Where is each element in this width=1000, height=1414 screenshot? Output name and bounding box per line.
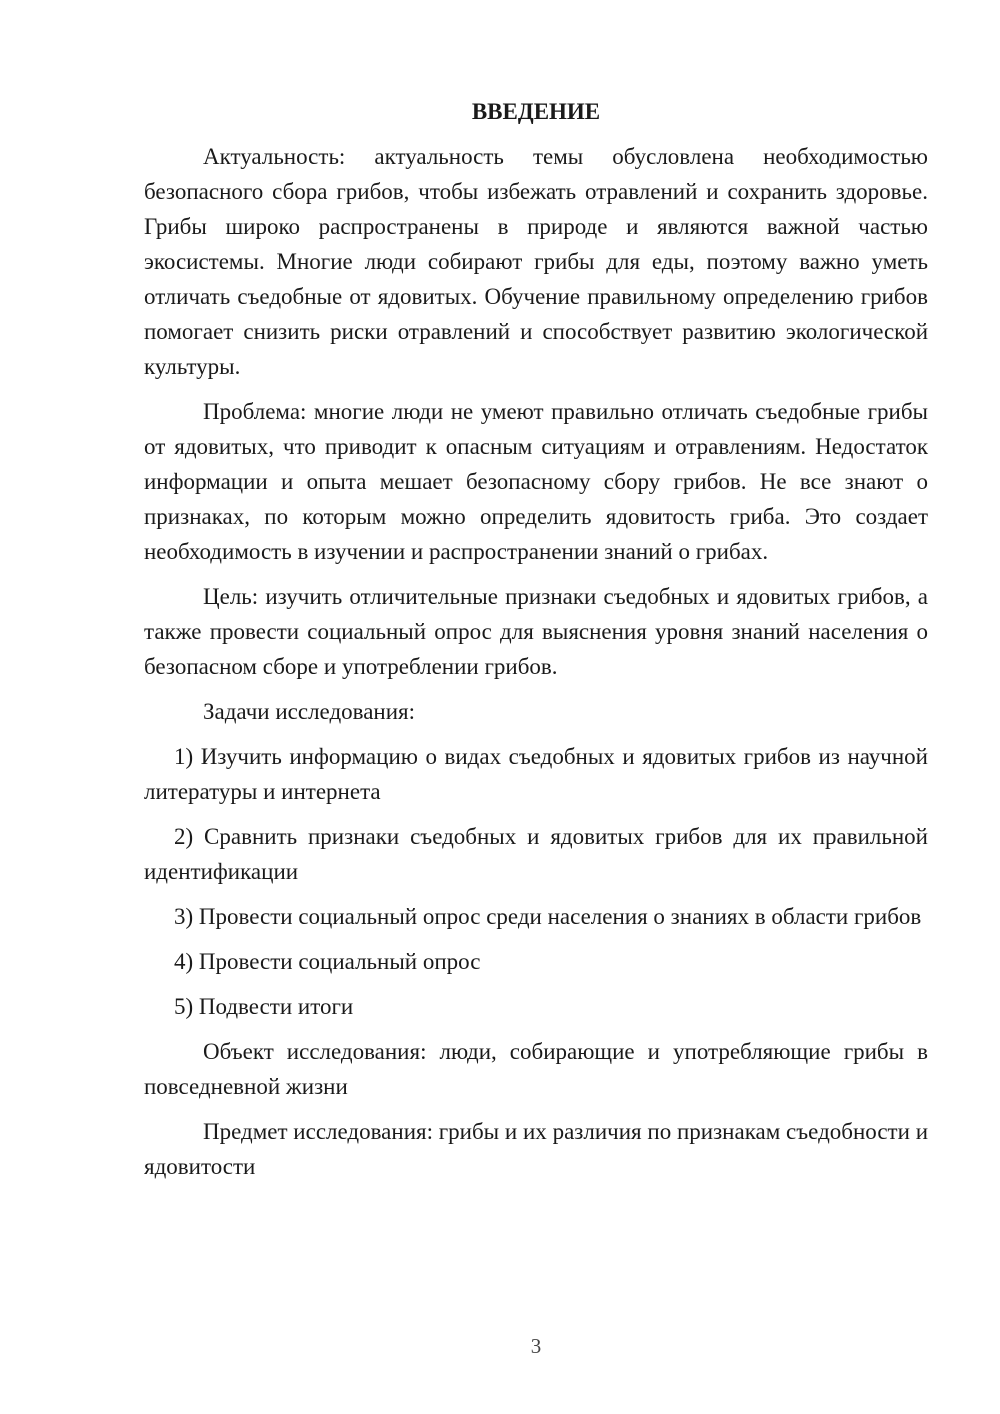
tasks-heading: Задачи исследования: xyxy=(203,699,416,724)
paragraph-goal: Цель: изучить отличительные признаки съедобных и ядовитых грибов, а также провести социальный опрос для выяснения уровня знаний населения о безопасном сборе и употреблении грибов. xyxy=(144,584,928,679)
task-item-5: 5) Подвести итоги xyxy=(174,994,354,1019)
paragraph-relevance: Актуальность: актуальность темы обусловлена необходимостью безопасного сбора грибов, чтобы избежать отравлений и сохранить здоровье. Грибы широко распространены в природе и являются важной частью экосистемы. Многие люди собирают грибы для еды, поэтому важно уметь отличать съедобные от ядовитых. Обучение правильному определению грибов помогает снизить риски отравлений и способствует развитию экологической культуры. xyxy=(144,144,928,379)
document-page xyxy=(144,94,928,1184)
document-title: ВВЕДЕНИЕ xyxy=(471,99,601,124)
task-item-4: 4) Провести социальный опрос xyxy=(174,949,481,974)
task-item-2: 2) Сравнить признаки съедобных и ядовитых грибов для их правильной идентификации xyxy=(144,824,928,884)
paragraph-problem: Проблема: многие люди не умеют правильно отличать съедобные грибы от ядовитых, что приводит к опасным ситуациям и отравлениям. Недостаток информации и опыта мешает безопасному сбору грибов. Не все знают о признаках, по которым можно определить ядовитость гриба. Это создает необходимость в изучении и распространении знаний о грибах. xyxy=(144,399,928,564)
paragraph-object: Объект исследования: люди, собирающие и употребляющие грибы в повседневной жизни xyxy=(144,1039,928,1099)
task-item-3: 3) Провести социальный опрос среди населения о знаниях в области грибов xyxy=(174,904,922,929)
task-item-1: 1) Изучить информацию о видах съедобных и ядовитых грибов из научной литературы и интернета xyxy=(144,744,928,804)
paragraph-subject: Предмет исследования: грибы и их различия по признакам съедобности и ядовитости xyxy=(144,1119,928,1179)
page-number: 3 xyxy=(530,1334,542,1358)
